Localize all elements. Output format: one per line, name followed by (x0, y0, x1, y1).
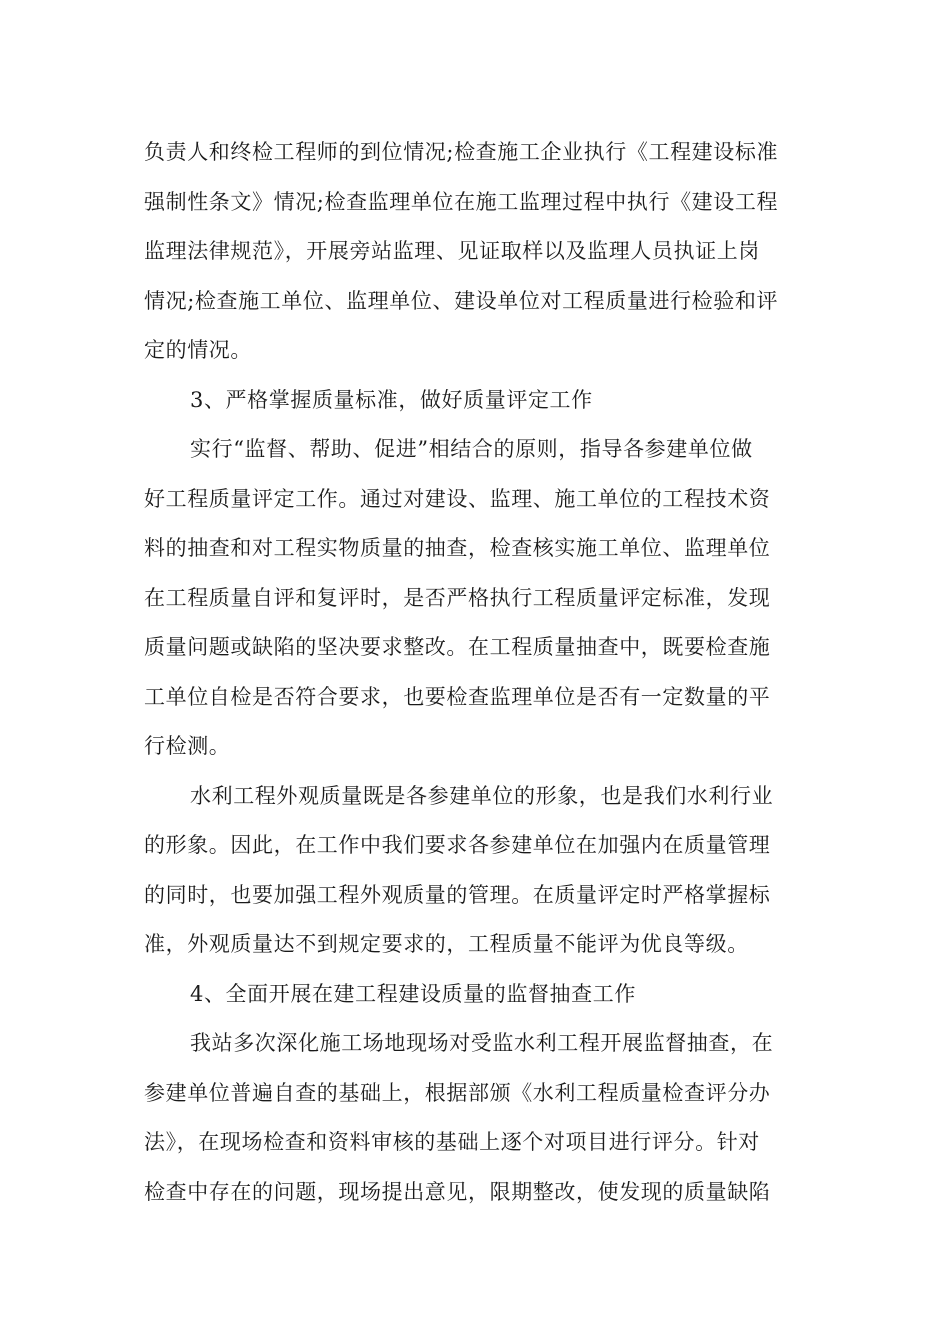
text-line: 的同时，也要加强工程外观质量的管理。在质量评定时严格掌握标 (144, 882, 771, 907)
text-line: 参建单位普遍自查的基础上，根据部颁《水利工程质量检查评分办 (144, 1080, 771, 1105)
text-line: 情况;检查施工单位、监理单位、建设单位对工程质量进行检验和评 (144, 288, 779, 313)
text-line: 监理法律规范》，开展旁站监理、见证取样以及监理人员执证上岗 (144, 239, 760, 263)
text-line: 料的抽查和对工程实物质量的抽查，检查核实施工单位、监理单位 (144, 536, 771, 560)
text-line: 定的情况。 (144, 338, 252, 362)
text-line: 的形象。因此，在工作中我们要求各参建单位在加强内在质量管理 (144, 833, 771, 857)
text-line: 法》，在现场检查和资料审核的基础上逐个对项目进行评分。针对 (144, 1130, 760, 1154)
text-line: 在工程质量自评和复评时，是否严格执行工程质量评定标准，发现 (144, 585, 771, 610)
text-line: 强制性条文》情况;检查监理单位在施工监理过程中执行《建设工程 (144, 189, 779, 214)
text-line: 工单位自检是否符合要求，也要检查监理单位是否有一定数量的平 (144, 684, 771, 709)
text-line: 准，外观质量达不到规定要求的，工程质量不能评为优良等级。 (144, 932, 749, 956)
text-line: 检查中存在的问题，现场提出意见，限期整改，使发现的质量缺陷 (144, 1179, 771, 1204)
paragraph-first-line: 3、严格掌握质量标准，做好质量评定工作 (190, 387, 593, 412)
paragraph-first-line: 4、全面开展在建工程建设质量的监督抽查工作 (190, 981, 636, 1006)
paragraph-first-line: 水利工程外观质量既是各参建单位的形象，也是我们水利行业 (190, 783, 774, 808)
text-line: 行检测。 (144, 734, 231, 758)
text-line: 好工程质量评定工作。通过对建设、监理、施工单位的工程技术资 (144, 486, 771, 511)
paragraph-first-line: 实行“监督、帮助、促进”相结合的原则，指导各参建单位做 (190, 437, 753, 461)
text-line: 质量问题或缺陷的坚决要求整改。在工程质量抽查中，既要检查施 (144, 635, 771, 659)
document-body (144, 128, 806, 1217)
text-line: 负责人和终检工程师的到位情况;检查施工企业执行《工程建设标准 (144, 140, 779, 164)
paragraph-first-line: 我站多次深化施工场地现场对受监水利工程开展监督抽查，在 (190, 1031, 774, 1055)
